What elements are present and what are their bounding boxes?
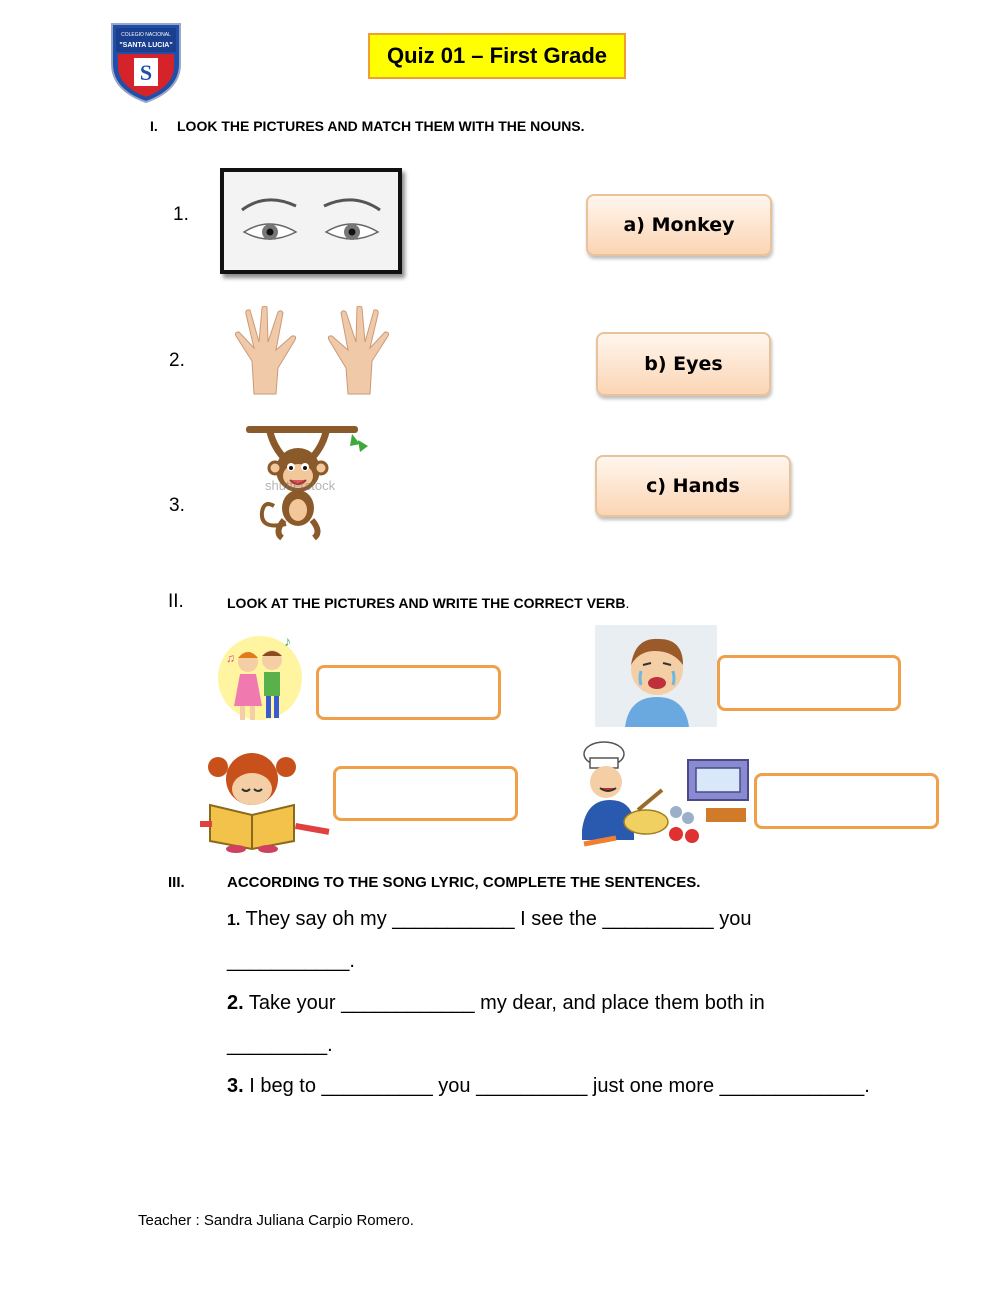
section1-number: I. [150,118,158,134]
verb-answer-reading[interactable] [333,766,518,821]
verb-answer-crying[interactable] [717,655,901,711]
item3-number: 3. [169,495,185,516]
hands-icon [232,306,392,396]
sentence-3-number: 3. [227,1075,244,1097]
dancing-picture [214,626,310,737]
section2-heading: LOOK AT THE PICTURES AND WRITE THE CORRECT VERB [227,595,626,611]
section3-number: III. [168,874,185,891]
verb-answer-dancing[interactable] [316,665,501,720]
logo-name: "SANTA LUCIA" [119,42,173,49]
cooking-chef-icon [576,740,750,852]
svg-text:♫: ♫ [226,651,235,665]
crying-boy-icon [595,625,717,727]
sentence-2-number: 2. [227,992,244,1014]
sentence-1-text: They say oh my ___________ I see the __________ you [240,908,752,930]
cooking-picture [576,740,750,857]
sentence-2-continued: _________. [227,1034,333,1056]
dancing-kids-icon [214,626,310,732]
section2-heading-period: . [625,595,630,611]
reading-picture [196,745,336,858]
sentence-3 [227,1075,870,1098]
item1-number: 1. [173,204,189,225]
svg-text:♪: ♪ [284,633,291,649]
item2-number: 2. [169,350,185,371]
teacher-name: Teacher : Sandra Juliana Carpio Romero. [138,1212,414,1229]
option-eyes-button[interactable]: b) Eyes [596,332,771,396]
sentence-3-text: I beg to __________ you __________ just one more _____________. [243,1075,870,1097]
page-title: Quiz 01 – First Grade [368,33,626,79]
reading-girl-icon [196,745,336,853]
crying-picture [595,625,717,732]
sentence-1-continued: ___________. [227,950,355,972]
option-monkey-button[interactable]: a) Monkey [586,194,772,256]
logo-top-text: COLEGIO NACIONAL [121,32,171,38]
eyes-picture [220,168,402,274]
section2-heading-wrap [227,595,629,611]
verb-answer-cooking[interactable] [754,773,939,829]
sentence-2 [227,992,765,1015]
logo-letter: S [139,60,153,85]
section3-heading: ACCORDING TO THE SONG LYRIC, COMPLETE THE SENTENCES. [227,874,701,891]
school-logo [106,20,186,104]
hands-picture [232,306,392,401]
sentence-1-number: 1. [227,912,241,929]
section2-number: II. [168,591,184,612]
section1-heading: LOOK THE PICTURES AND MATCH THEM WITH THE NOUNS. [177,118,585,134]
option-hands-button[interactable]: c) Hands [595,455,791,517]
eyes-icon [224,172,398,270]
sentence-1 [227,908,751,931]
watermark-text: shutterstock [265,478,336,493]
sentence-2-text: Take your ____________ my dear, and place them both in [243,992,765,1014]
